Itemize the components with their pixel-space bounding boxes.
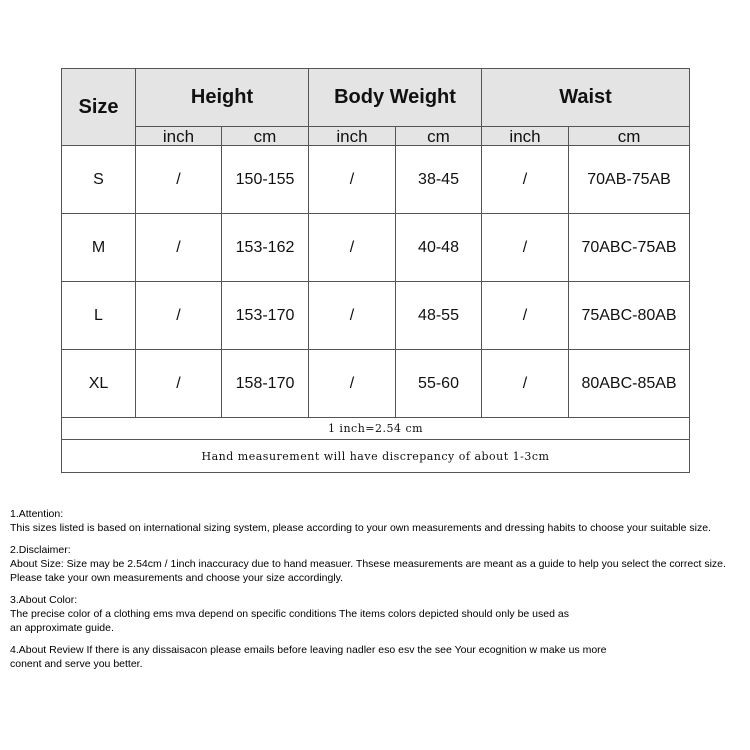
body-weight-header: Body Weight [309,69,482,127]
height-header: Height [136,69,309,127]
waist-cm-cell: 70AB-75AB [569,146,690,214]
unit-label: inch [136,127,222,146]
weight-cm-cell: 40-48 [396,214,482,282]
height-cm-cell: 153-170 [222,282,309,350]
note-line: About Size: Size may be 2.54cm / 1inch inaccuracy due to hand measuer. Thsese measurements are meant as a guide to help you select the correct size. [10,558,726,570]
waist-header: Waist [482,69,690,127]
note-disclaimer [10,543,745,585]
size-header: Size [62,69,136,146]
height-inch-cell: / [136,350,222,418]
size-cell: XL [62,350,136,418]
unit-label: cm [569,127,690,146]
table-row [62,146,690,214]
height-inch-cell: / [136,214,222,282]
conversion-note-row [62,418,690,440]
note-line: an approximate guide. [10,622,114,634]
waist-inch-cell: / [482,350,569,418]
note-line: conent and serve you better. [10,658,143,670]
weight-cm-cell: 38-45 [396,146,482,214]
note-title: 2.Disclaimer: [10,544,71,556]
units-row [62,127,690,146]
height-inch-cell: / [136,146,222,214]
weight-cm-cell: 55-60 [396,350,482,418]
waist-inch-cell: / [482,282,569,350]
waist-cm-cell: 70ABC-75AB [569,214,690,282]
note-color [10,593,745,635]
measurement-note-row [62,440,690,473]
unit-label: inch [309,127,396,146]
note-attention [10,507,745,535]
note-title: 3.About Color: [10,594,78,606]
conversion-note: 1 inch=2.54 cm [62,418,690,440]
weight-inch-cell: / [309,282,396,350]
weight-inch-cell: / [309,214,396,282]
weight-cm-cell: 48-55 [396,282,482,350]
note-line: 4.About Review If there is any dissaisacon please emails before leaving nadler eso esv the see Your ecognition w make us more [10,644,607,656]
height-cm-cell: 153-162 [222,214,309,282]
waist-inch-cell: / [482,214,569,282]
notes-section [10,507,745,679]
waist-cm-cell: 80ABC-85AB [569,350,690,418]
height-cm-cell: 158-170 [222,350,309,418]
table-row [62,214,690,282]
unit-label: cm [396,127,482,146]
weight-inch-cell: / [309,350,396,418]
note-title: 1.Attention: [10,508,64,520]
measurement-note: Hand measurement will have discrepancy of about 1-3cm [62,440,690,473]
unit-label: cm [222,127,309,146]
height-inch-cell: / [136,282,222,350]
size-cell: S [62,146,136,214]
waist-inch-cell: / [482,146,569,214]
note-review [10,643,745,671]
note-line: The precise color of a clothing ems mva depend on specific conditions The items colors depicted should only be used as [10,608,569,620]
header-row [62,69,690,127]
weight-inch-cell: / [309,146,396,214]
table-row [62,282,690,350]
waist-cm-cell: 75ABC-80AB [569,282,690,350]
note-line: This sizes listed is based on international sizing system, please according to your own measurements and dressing habits to choose your suitable size. [10,522,711,534]
height-cm-cell: 150-155 [222,146,309,214]
size-chart-table [61,68,690,473]
size-cell: M [62,214,136,282]
note-line: Please take your own measurements and choose your size accordingly. [10,572,344,584]
table-row [62,350,690,418]
unit-label: inch [482,127,569,146]
size-cell: L [62,282,136,350]
